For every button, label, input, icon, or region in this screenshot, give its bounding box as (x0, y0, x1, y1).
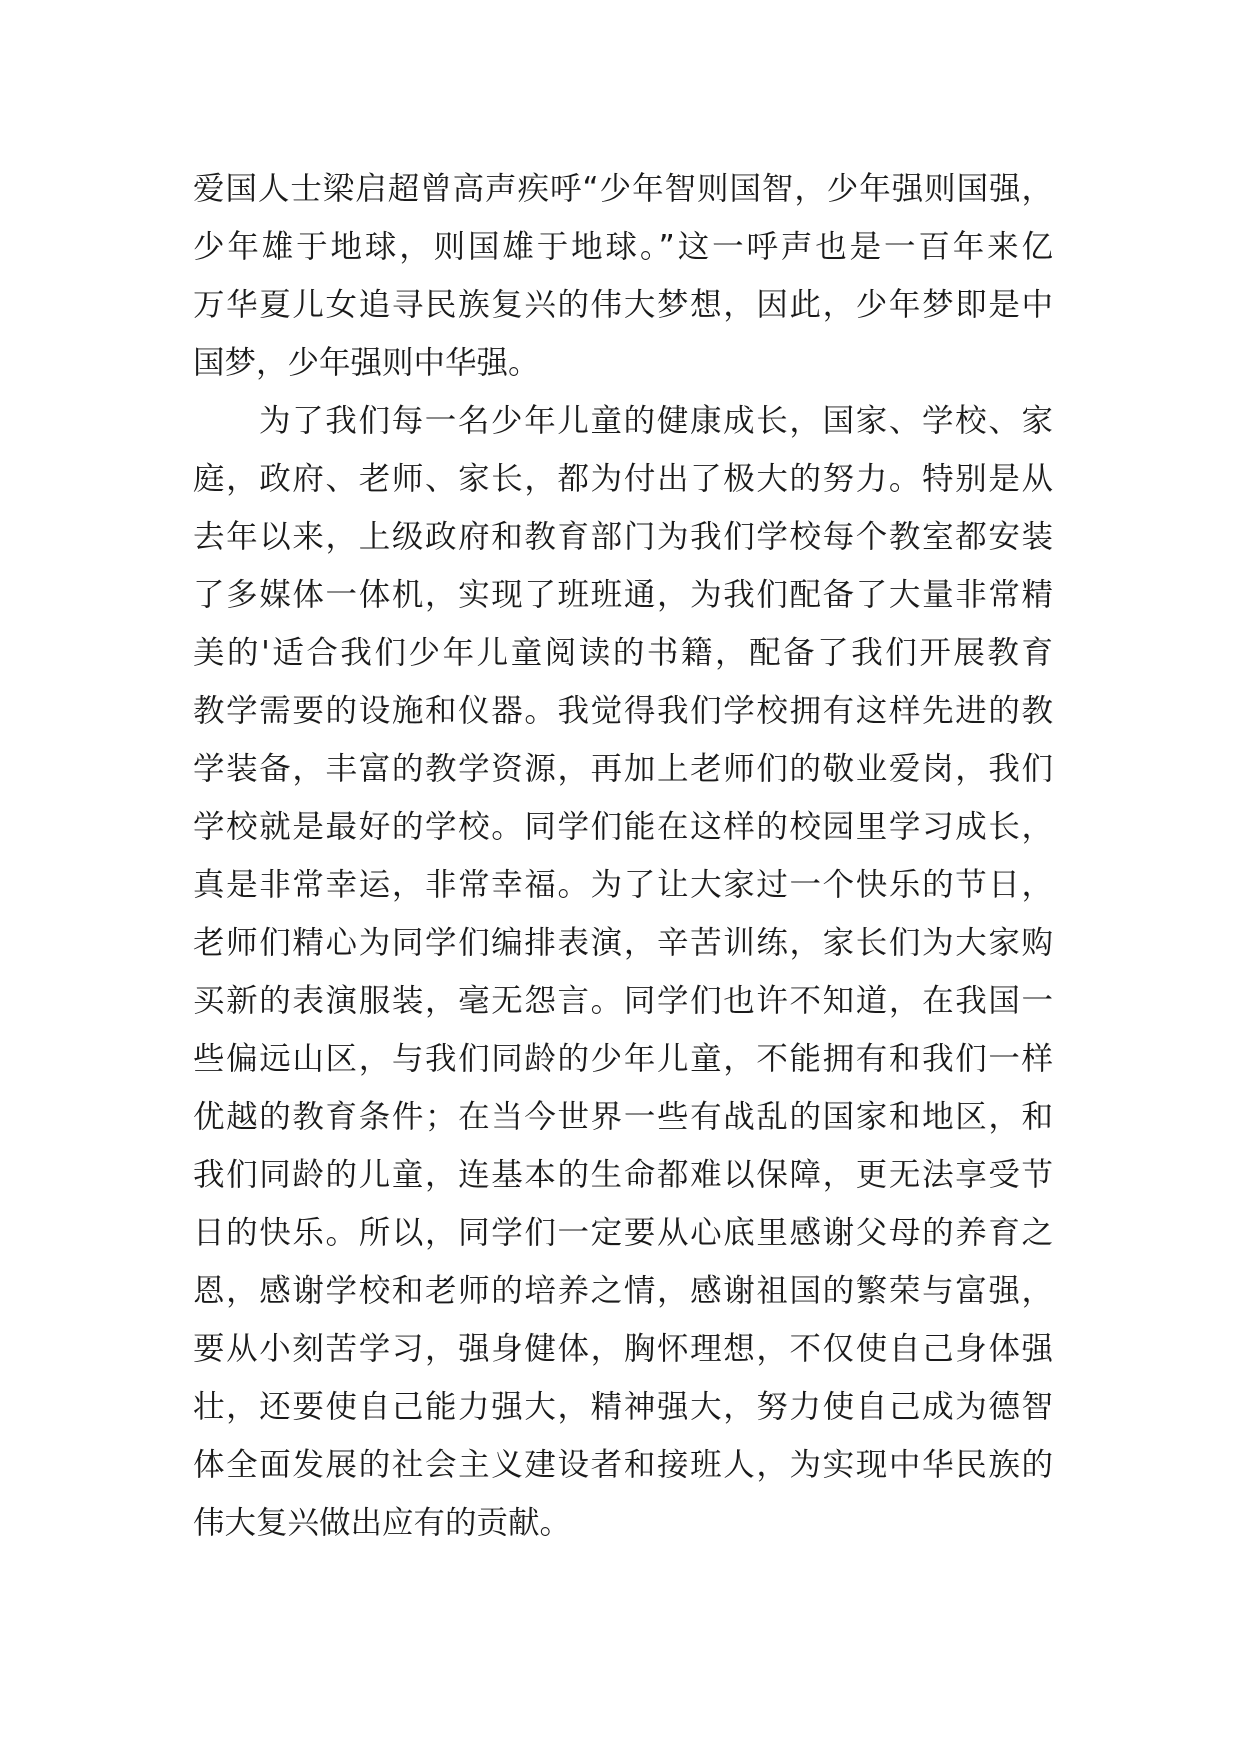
text-line: 少年雄于地球，则国雄于地球。”这一呼声也是一百年来亿 (193, 229, 1053, 265)
text-line: 要从小刻苦学习，强身健体，胸怀理想，不仅使自己身体强 (193, 1331, 1053, 1367)
text-line: 伟大复兴做出应有的贡献。 (193, 1505, 572, 1541)
text-line: 万华夏儿女追寻民族复兴的伟大梦想，因此，少年梦即是中 (193, 287, 1053, 323)
paragraph-1 (193, 160, 1053, 392)
text-line: 恩，感谢学校和老师的培养之情，感谢祖国的繁荣与富强， (193, 1273, 1053, 1309)
text-line: 爱国人士梁启超曾高声疾呼“少年智则国智，少年强则国强， (193, 171, 1053, 207)
text-line: 体全面发展的社会主义建设者和接班人，为实现中华民族的 (193, 1447, 1053, 1483)
paragraph-2 (193, 392, 1053, 1552)
text-line: 学装备，丰富的教学资源，再加上老师们的敬业爱岗，我们 (193, 751, 1053, 787)
text-line: 为了我们每一名少年儿童的健康成长，国家、学校、家 (259, 403, 1053, 439)
text-line: 庭，政府、老师、家长，都为付出了极大的努力。特别是从 (193, 461, 1053, 497)
document-body (193, 160, 1053, 1552)
text-line: 了多媒体一体机，实现了班班通，为我们配备了大量非常精 (193, 577, 1053, 613)
text-line: 我们同龄的儿童，连基本的生命都难以保障，更无法享受节 (193, 1157, 1053, 1193)
text-line: 优越的教育条件；在当今世界一些有战乱的国家和地区，和 (193, 1099, 1053, 1135)
text-line: 国梦，少年强则中华强。 (193, 345, 540, 381)
text-line: 去年以来，上级政府和教育部门为我们学校每个教室都安装 (193, 519, 1053, 555)
text-line: 壮，还要使自己能力强大，精神强大，努力使自己成为德智 (193, 1389, 1053, 1425)
text-line: 美的'适合我们少年儿童阅读的书籍，配备了我们开展教育 (193, 635, 1053, 671)
text-line: 买新的表演服装，毫无怨言。同学们也许不知道，在我国一 (193, 983, 1053, 1019)
text-line: 教学需要的设施和仪器。我觉得我们学校拥有这样先进的教 (193, 693, 1053, 729)
text-line: 真是非常幸运，非常幸福。为了让大家过一个快乐的节日， (193, 867, 1053, 903)
text-line: 些偏远山区，与我们同龄的少年儿童，不能拥有和我们一样 (193, 1041, 1053, 1077)
text-line: 老师们精心为同学们编排表演，辛苦训练，家长们为大家购 (193, 925, 1053, 961)
text-line: 学校就是最好的学校。同学们能在这样的校园里学习成长， (193, 809, 1053, 845)
text-line: 日的快乐。所以，同学们一定要从心底里感谢父母的养育之 (193, 1215, 1053, 1251)
